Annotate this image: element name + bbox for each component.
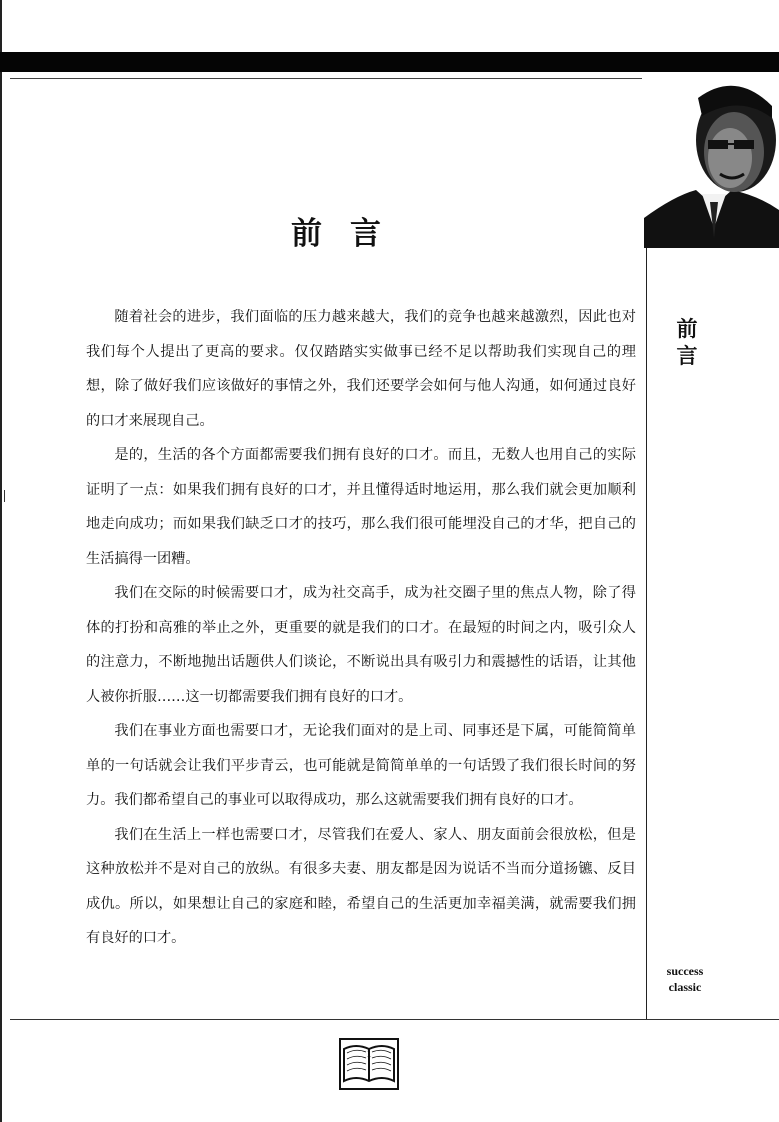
- paragraph: 我们在生活上一样也需要口才，尽管我们在爱人、家人、朋友面前会很放松，但是这种放松并不是对自己的放纵。有很多夫妻、朋友都是因为说话不当而分道扬镳、反目成仇。所以，如果想让自己的家庭和睦，希望自己的生活更加幸福美满，就需要我们拥有良好的口才。: [86, 826, 636, 946]
- edge-mark: [4, 490, 5, 502]
- paragraph: 是的，生活的各个方面都需要我们拥有良好的口才。而且，无数人也用自己的实际证明了一点：如果我们拥有良好的口才，并且懂得适时地运用，那么我们就会更加顺利地走向成功；而如果我们缺乏口才的技巧，那么我们很可能埋没自己的才华，把自己的生活搞得一团糟。: [86, 447, 636, 567]
- series-tag-line: success: [666, 964, 704, 978]
- side-title-char: 言: [676, 344, 698, 368]
- body-text: [86, 300, 636, 956]
- side-title-char: 前: [676, 317, 698, 341]
- book-icon: [338, 1037, 400, 1091]
- page-edge: [0, 0, 2, 1122]
- footer-rule: [10, 1019, 779, 1020]
- series-tag: [655, 963, 715, 995]
- side-title: [667, 316, 707, 370]
- page-title: 前言: [291, 216, 409, 252]
- paragraph: 我们在事业方面也需要口才，无论我们面对的是上司、同事还是下属，可能简简单单的一句话就会让我们平步青云，也可能就是简简单单的一句话毁了我们很长时间的努力。我们都希望自己的事业可以取得成功，那么这就需要我们拥有良好的口才。: [86, 723, 636, 808]
- sidebar-divider: [646, 230, 647, 1020]
- series-tag-line: classic: [668, 980, 702, 994]
- header-rule: [10, 78, 642, 79]
- header-bar: [0, 52, 779, 72]
- page-number: 1: [366, 1048, 372, 1060]
- paragraph: 我们在交际的时候需要口才，成为社交高手，成为社交圈子里的焦点人物，除了得体的打扮和高雅的举止之外，更重要的就是我们的口才。在最短的时间之内，吸引众人的注意力，不断地抛出话题供人们谈论，不断说出具有吸引力和震撼性的话语，让其他人被你折服……这一切都需要我们拥有良好的口才。: [86, 585, 636, 705]
- paragraph: 随着社会的进步，我们面临的压力越来越大，我们的竞争也越来越激烈，因此也对我们每个人提出了更高的要求。仅仅踏踏实实做事已经不足以帮助我们实现自己的理想，除了做好我们应该做好的事情之外，我们还要学会如何与他人沟通，如何通过良好的口才来展现自己。: [86, 309, 636, 429]
